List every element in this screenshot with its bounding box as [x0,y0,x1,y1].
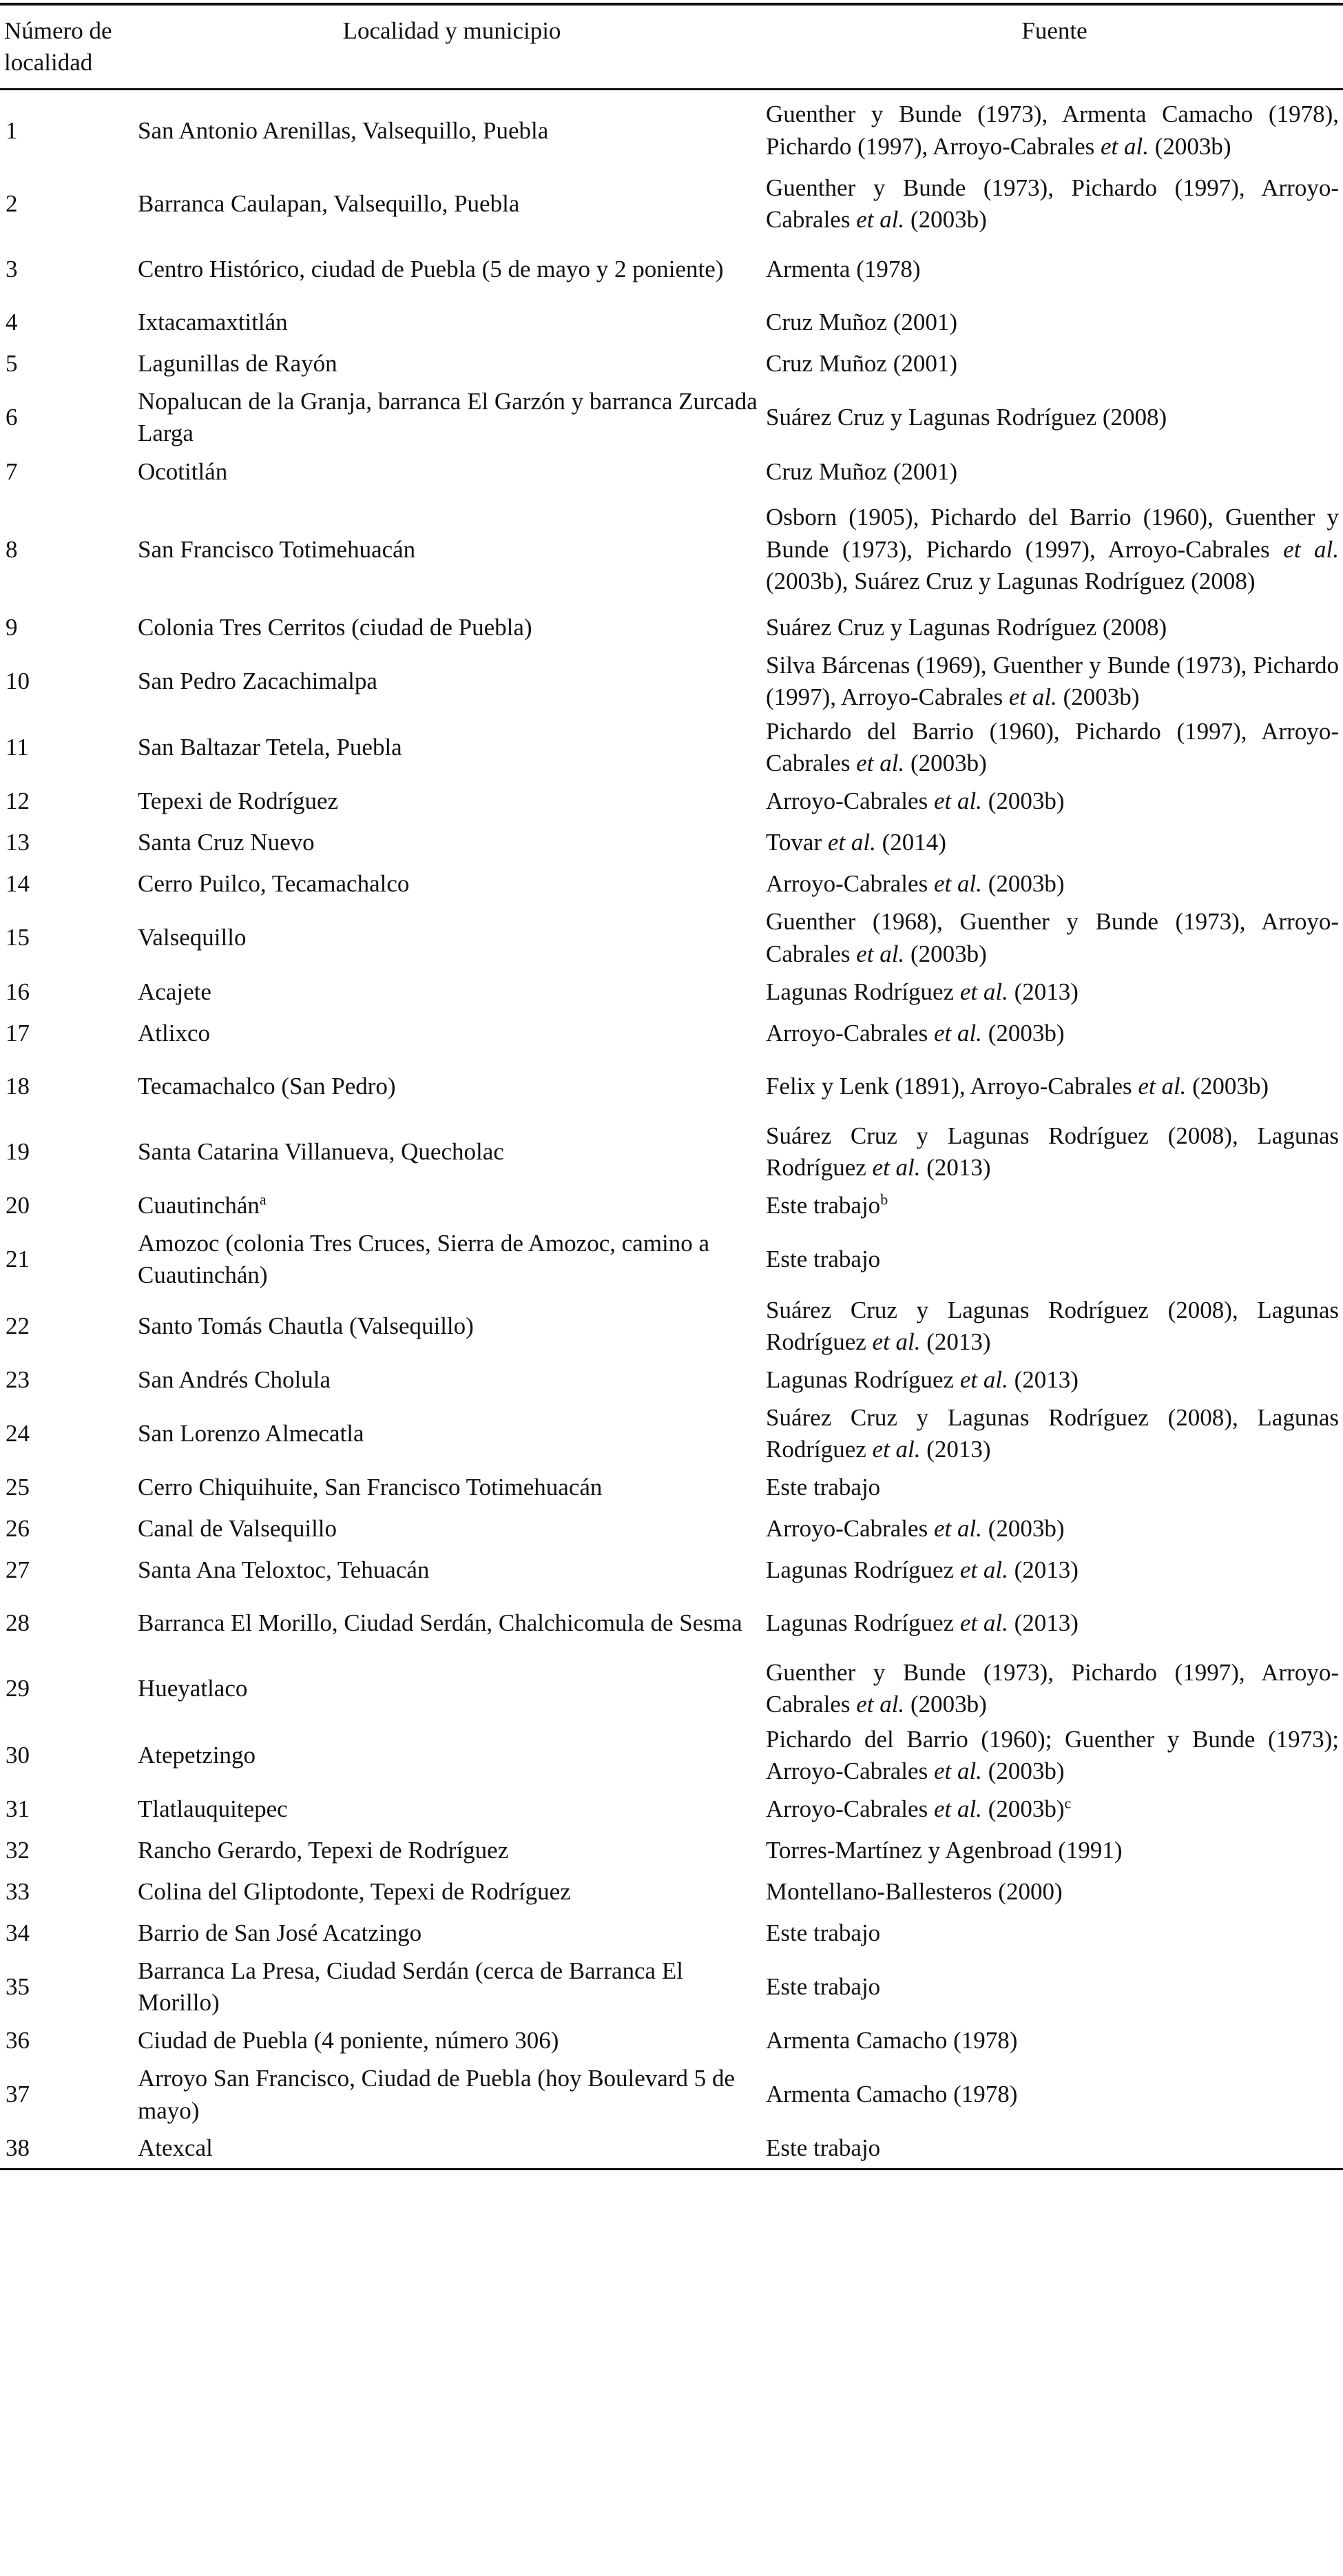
source-citation [766,1119,1343,1185]
citation-text: Tovar [766,829,828,856]
citation-text: Este trabajo [766,1246,881,1273]
source-citation [766,1871,1343,1913]
locality-name-text: Santa Ana Teloxtoc, Tehuacán [138,1556,430,1584]
locality-number: 27 [6,1556,30,1584]
table-row [0,384,1343,451]
locality-name-text: Valsequillo [138,924,247,951]
table-row [0,971,1343,1013]
source-citation [766,1656,1343,1722]
citation-text: (2003b) [981,1019,1065,1047]
citation-text: (2003b) [981,1757,1065,1784]
locality-name [138,1293,766,1359]
table-row [0,863,1343,905]
citation-text: (2003b) [904,750,987,777]
citation-text: (2013) [920,1153,991,1181]
locality-name-text: Cuautinchán [138,1192,260,1219]
header-place: Localidad y municipio [342,17,561,44]
citation-text: Este trabajo [766,1474,881,1501]
locality-name-text: Rancho Gerardo, Tepexi de Rodríguez [138,1836,509,1864]
locality-name-text: Colina del Gliptodonte, Tepexi de Rodríguez [138,1877,571,1905]
citation-text: Guenther (1968), Guenther y Bunde (1973), Arroyo-Cabrales [766,908,1339,967]
citation-text: (2013) [920,1436,991,1463]
citation-italic: et al. [1283,535,1339,563]
locality-number: 15 [6,924,30,951]
citation-italic: et al. [827,829,876,856]
citation-text: Montellano-Ballesteros (2000) [766,1877,1063,1905]
source-citation [766,1722,1343,1789]
locality-name [138,1656,766,1722]
locality-name [138,1401,766,1467]
locality-number: 11 [6,734,29,761]
citation-italic: et al. [1100,132,1149,160]
citation-text: Este trabajo [766,1919,881,1946]
footnote-marker: a [259,1191,267,1208]
citation-text: (2014) [875,829,946,856]
source-citation [766,451,1343,493]
citation-text: Guenther y Bunde (1973), Armenta Camacho (1978), Pichardo (1997), Arroyo-Cabrales [766,101,1339,160]
locality-name-text: San Lorenzo Almecatla [138,1419,364,1447]
source-citation [766,1401,1343,1467]
citation-italic: et al. [872,1436,921,1463]
locality-name [138,607,766,648]
locality-number: 31 [6,1795,30,1822]
header-number: Número de localidad [4,17,112,76]
table-row [0,1359,1343,1401]
locality-number: 37 [6,2081,30,2108]
source-citation [766,1549,1343,1591]
locality-number: 29 [6,1675,30,1702]
locality-number: 9 [6,613,18,641]
locality-name [138,1508,766,1549]
citation-italic: et al. [933,787,982,815]
locality-number: 17 [6,1019,30,1047]
citation-text: Torres-Martínez y Agenbroad (1991) [766,1836,1123,1864]
citation-text: Suárez Cruz y Lagunas Rodríguez (2008), Lagunas Rodríguez [766,1403,1339,1463]
locality-name [138,302,766,343]
locality-name-text: Canal de Valsequillo [138,1515,337,1543]
citation-text: Pichardo del Barrio (1960), Pichardo (1997), Arroyo-Cabrales [766,718,1339,777]
citation-italic: et al. [856,940,905,967]
citation-italic: et al. [872,1328,921,1355]
locality-name [138,1789,766,1830]
locality-number: 23 [6,1366,30,1393]
citation-italic: et al. [1138,1072,1187,1100]
locality-number: 6 [6,404,18,431]
table-row [0,302,1343,343]
locality-number: 21 [6,1246,30,1273]
locality-name [138,343,766,384]
header-source: Fuente [1021,17,1087,44]
locality-name-text: San Andrés Cholula [138,1366,331,1393]
source-citation [766,1226,1343,1292]
source-citation [766,1954,1343,2020]
citation-text: Lagunas Rodríguez [766,1556,960,1584]
locality-name [138,648,766,714]
citation-text: Armenta Camacho (1978) [766,2027,1018,2054]
citation-text: Felix y Lenk (1891), Arroyo-Cabrales [766,1072,1138,1100]
locality-name-text: Acajete [138,978,211,1005]
table-row [0,781,1343,822]
locality-name [138,1119,766,1185]
citation-text: Arroyo-Cabrales [766,1795,934,1822]
citation-text: Suárez Cruz y Lagunas Rodríguez (2008), Lagunas Rodríguez [766,1296,1339,1355]
source-citation [766,302,1343,343]
locality-name [138,1954,766,2020]
locality-number: 26 [6,1515,30,1543]
citation-text: Osborn (1905), Pichardo del Barrio (1960), Guenther y Bunde (1973), Pichardo (1997), Arroyo-Cabrales [766,504,1339,563]
locality-name-text: Tecamachalco (San Pedro) [138,1072,396,1100]
citation-text: Guenther y Bunde (1973), Pichardo (1997), Arroyo-Cabrales [766,174,1339,234]
citation-text: Guenther y Bunde (1973), Pichardo (1997), Arroyo-Cabrales [766,1659,1339,1718]
locality-name [138,171,766,237]
table-body [0,90,1343,2170]
citation-italic: et al. [872,1153,921,1181]
locality-name [138,1549,766,1591]
table-header [0,4,1343,90]
locality-name-text: Barranca El Morillo, Ciudad Serdán, Chalchicomula de Sesma [138,1609,742,1637]
locality-number: 22 [6,1312,30,1339]
source-citation [766,1789,1343,1830]
citation-italic: et al. [1008,683,1057,710]
locality-number: 33 [6,1877,30,1905]
citation-italic: et al. [856,206,905,234]
source-citation [766,493,1343,607]
header-row [0,4,1343,90]
locality-number: 8 [6,535,18,563]
locality-name [138,90,766,171]
table-row [0,1119,1343,1185]
source-citation [766,1467,1343,1508]
locality-name-text: Tepexi de Rodríguez [138,787,339,815]
locality-name [138,714,766,781]
citation-text: Pichardo del Barrio (1960); Guenther y Bunde (1973); Arroyo-Cabrales [766,1725,1339,1784]
source-citation [766,1913,1343,1954]
locality-number: 10 [6,667,30,694]
source-citation [766,714,1343,781]
source-citation [766,863,1343,905]
locality-name [138,237,766,302]
locality-name [138,1830,766,1871]
locality-number: 20 [6,1192,30,1219]
locality-number: 12 [6,787,30,815]
source-citation [766,171,1343,237]
citation-italic: et al. [933,1795,982,1822]
source-citation [766,1293,1343,1359]
citation-text: (2003b), Suárez Cruz y Lagunas Rodríguez (2008) [766,567,1256,595]
source-citation [766,2128,1343,2170]
locality-number: 35 [6,1973,30,2001]
locality-name-text: Cerro Chiquihuite, San Francisco Totimehuacán [138,1474,603,1501]
table-row [0,343,1343,384]
table-row [0,1185,1343,1226]
locality-number: 19 [6,1137,30,1165]
locality-name-text: Ciudad de Puebla (4 poniente, número 306) [138,2027,559,2054]
locality-number: 4 [6,309,18,336]
citation-text: Armenta Camacho (1978) [766,2081,1018,2108]
locality-name [138,1054,766,1119]
locality-name [138,863,766,905]
source-citation [766,905,1343,971]
locality-number: 14 [6,870,30,898]
table-row [0,171,1343,237]
citation-italic: et al. [959,978,1008,1005]
source-citation [766,343,1343,384]
locality-number: 5 [6,350,18,378]
locality-name [138,1467,766,1508]
locality-name [138,822,766,863]
citation-text: Suárez Cruz y Lagunas Rodríguez (2008) [766,404,1167,431]
source-citation [766,237,1343,302]
table-row [0,1401,1343,1467]
locality-name [138,2128,766,2170]
table-row [0,607,1343,648]
locality-number: 24 [6,1419,30,1447]
table-row [0,1591,1343,1656]
table-row [0,90,1343,171]
citation-text: (2013) [1008,978,1079,1005]
table-row [0,1549,1343,1591]
citation-italic: et al. [933,1757,982,1784]
locality-name-text: San Francisco Totimehuacán [138,535,416,563]
locality-name-text: San Baltazar Tetela, Puebla [138,734,402,761]
citation-text: (2003b) [981,870,1065,898]
citation-text: Cruz Muñoz (2001) [766,350,958,378]
citation-italic: et al. [933,1515,982,1543]
table-row [0,1054,1343,1119]
table-row [0,1722,1343,1789]
citation-italic: et al. [959,1556,1008,1584]
locality-name [138,781,766,822]
source-citation [766,1013,1343,1054]
table-row [0,493,1343,607]
table-row [0,2128,1343,2170]
source-citation [766,971,1343,1013]
locality-number: 28 [6,1609,30,1637]
citation-text: (2003b) [904,206,987,234]
source-citation [766,384,1343,451]
citation-text: Este trabajo [766,1973,881,2001]
table-row [0,1467,1343,1508]
source-citation [766,90,1343,171]
locality-name-text: Barrio de San José Acatzingo [138,1919,422,1946]
locality-name-text: Santa Cruz Nuevo [138,829,315,856]
table-row [0,714,1343,781]
locality-name-text: Cerro Puilco, Tecamachalco [138,870,410,898]
locality-name-text: Atlixco [138,1019,210,1047]
citation-text: (2013) [1008,1609,1079,1637]
locality-name-text: Amozoc (colonia Tres Cruces, Sierra de Amozoc, camino a Cuautinchán) [138,1230,710,1289]
locality-name [138,1359,766,1401]
locality-name-text: Santa Catarina Villanueva, Quecholac [138,1137,504,1165]
citation-text: (2013) [1008,1366,1079,1393]
table-row [0,451,1343,493]
citation-text: Este trabajo [766,1192,881,1219]
citation-text: Lagunas Rodríguez [766,1609,960,1637]
table-row [0,1830,1343,1871]
locality-number: 2 [6,189,18,217]
table-row [0,1913,1343,1954]
locality-name [138,971,766,1013]
locality-name-text: San Antonio Arenillas, Valsequillo, Puebla [138,116,549,144]
source-citation [766,1591,1343,1656]
locality-name [138,493,766,607]
locality-name [138,1591,766,1656]
locality-number: 30 [6,1741,30,1769]
locality-name-text: Colonia Tres Cerritos (ciudad de Puebla) [138,613,532,641]
citation-text: (2013) [920,1328,991,1355]
citation-italic: et al. [856,750,905,777]
locality-name [138,1871,766,1913]
citation-text: (2003b) [1056,683,1140,710]
source-citation [766,781,1343,822]
citation-text: Suárez Cruz y Lagunas Rodríguez (2008) [766,613,1167,641]
citation-text: Arroyo-Cabrales [766,787,934,815]
locality-name-text: Arroyo San Francisco, Ciudad de Puebla (hoy Boulevard 5 de mayo) [138,2065,736,2124]
locality-name [138,905,766,971]
localities-table [0,3,1343,2170]
source-citation [766,1508,1343,1549]
locality-name [138,1185,766,1226]
citation-text: Cruz Muñoz (2001) [766,309,958,336]
citation-text: (2003b) [1186,1072,1269,1100]
source-citation [766,822,1343,863]
table-row [0,1508,1343,1549]
locality-name-text: Atepetzingo [138,1741,256,1769]
source-citation [766,607,1343,648]
source-citation [766,1359,1343,1401]
citation-text: Cruz Muñoz (2001) [766,457,958,485]
table-row [0,1226,1343,1292]
citation-italic: et al. [959,1609,1008,1637]
table-row [0,648,1343,714]
table-row [0,905,1343,971]
locality-number: 3 [6,256,18,283]
locality-number: 36 [6,2027,30,2054]
locality-number: 16 [6,978,30,1005]
citation-text: (2003b) [904,940,987,967]
table-row [0,1013,1343,1054]
footnote-marker: c [1064,1794,1072,1812]
locality-name [138,1226,766,1292]
table-row [0,1789,1343,1830]
citation-text: Arroyo-Cabrales [766,870,934,898]
citation-text: (2003b) [904,1691,987,1718]
locality-name [138,2061,766,2127]
source-citation [766,1830,1343,1871]
locality-name-text: Barranca Caulapan, Valsequillo, Puebla [138,189,520,217]
locality-name-text: Atexcal [138,2134,213,2161]
locality-name-text: Nopalucan de la Granja, barranca El Garzón y barranca Zurcada Larga [138,388,758,447]
source-citation [766,1054,1343,1119]
locality-number: 34 [6,1919,30,1946]
locality-name-text: Ocotitlán [138,457,228,485]
citation-italic: et al. [933,870,982,898]
locality-name [138,1013,766,1054]
citation-text: (2003b) [1148,132,1231,160]
locality-name-text: Santo Tomás Chautla (Valsequillo) [138,1312,474,1339]
locality-name [138,2020,766,2061]
table-row [0,2020,1343,2061]
locality-name [138,384,766,451]
citation-text: Este trabajo [766,2134,881,2161]
locality-name-text: Hueyatlaco [138,1675,248,1702]
citation-text: Lagunas Rodríguez [766,978,960,1005]
citation-text: (2003b) [981,1515,1065,1543]
locality-number: 18 [6,1072,30,1100]
locality-number: 38 [6,2134,30,2161]
locality-name [138,451,766,493]
table-row [0,2061,1343,2127]
locality-number: 1 [6,116,18,144]
locality-name [138,1722,766,1789]
table-row [0,1954,1343,2020]
table-row [0,1871,1343,1913]
citation-text: Arroyo-Cabrales [766,1019,934,1047]
locality-name [138,1913,766,1954]
locality-name-text: Ixtacamaxtitlán [138,309,288,336]
footnote-marker: b [880,1191,888,1208]
citation-text: Suárez Cruz y Lagunas Rodríguez (2008), Lagunas Rodríguez [766,1122,1339,1181]
locality-name-text: Barranca La Presa, Ciudad Serdán (cerca de Barranca El Morillo) [138,1957,683,2017]
citation-text: (2013) [1008,1556,1079,1584]
citation-text: Silva Bárcenas (1969), Guenther y Bunde (1973), Pichardo (1997), Arroyo-Cabrales [766,651,1339,710]
locality-number: 7 [6,457,18,485]
citation-italic: et al. [959,1366,1008,1393]
citation-italic: et al. [933,1019,982,1047]
citation-text: (2003b) [981,1795,1065,1822]
source-citation [766,648,1343,714]
citation-text: Lagunas Rodríguez [766,1366,960,1393]
table-row [0,1656,1343,1722]
citation-italic: et al. [856,1691,905,1718]
table-row [0,1293,1343,1359]
locality-name-text: San Pedro Zacachimalpa [138,667,377,694]
locality-number: 25 [6,1474,30,1501]
locality-name-text: Tlatlauquitepec [138,1795,288,1822]
locality-number: 32 [6,1836,30,1864]
locality-name-text: Lagunillas de Rayón [138,350,337,378]
locality-number: 13 [6,829,30,856]
source-citation [766,1185,1343,1226]
citation-text: Armenta (1978) [766,256,921,283]
table-row [0,237,1343,302]
table-row [0,822,1343,863]
citation-text: Arroyo-Cabrales [766,1515,934,1543]
locality-name-text: Centro Histórico, ciudad de Puebla (5 de mayo y 2 poniente) [138,256,724,283]
citation-text: (2003b) [981,787,1065,815]
source-citation [766,2061,1343,2127]
source-citation [766,2020,1343,2061]
